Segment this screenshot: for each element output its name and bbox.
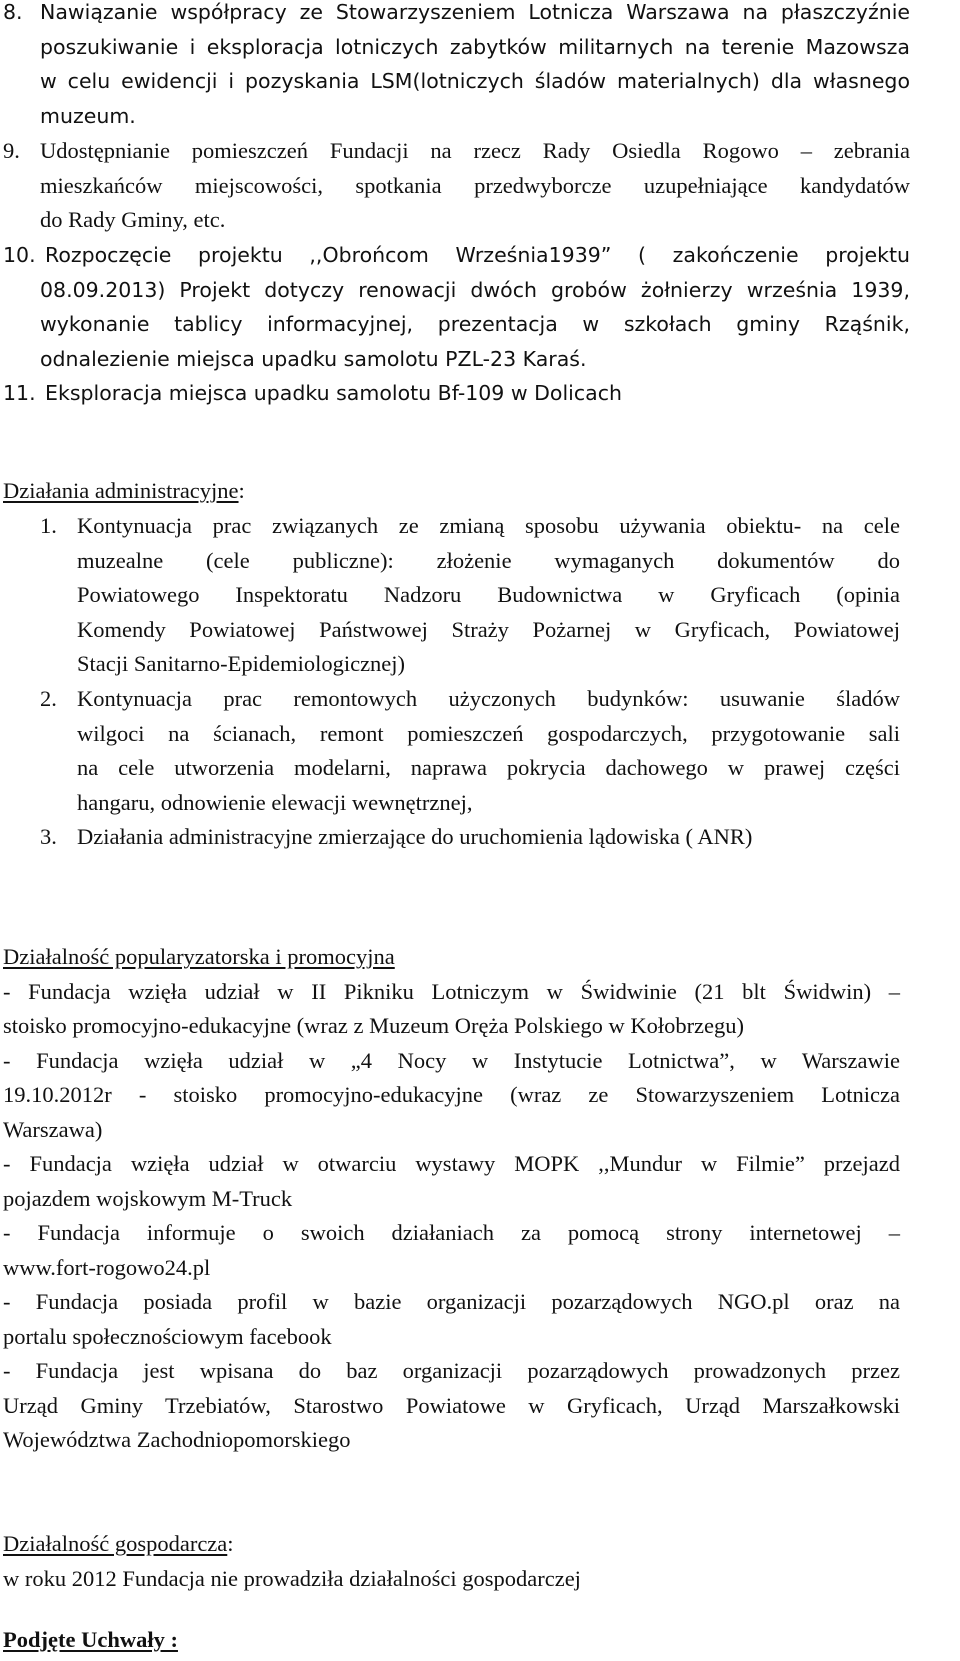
list-item-line: muzeum.	[40, 104, 136, 128]
paragraph-line: portalu społecznościowym facebook	[3, 1324, 332, 1349]
list-item-line: Komendy Powiatowej Państwowej Straży Pożarnej w Gryficach, Powiatowej	[77, 617, 900, 642]
paragraph-line: Urząd Gminy Trzebiatów, Starostwo Powiatowe w Gryficach, Urząd Marszałkowski	[3, 1393, 900, 1418]
list-number: 8.	[3, 0, 23, 24]
list-item-line: wykonanie tablicy informacyjnej, prezentacja w szkołach gminy Rząśnik,	[40, 312, 910, 336]
list-item-line: Rozpoczęcie projektu ,,Obrońcom Września1939” ( zakończenie projektu	[45, 243, 910, 267]
list-item-line: poszukiwanie i eksploracja lotniczych zabytków militarnych na terenie Mazowsza	[40, 35, 910, 59]
list-item-line: odnalezienie miejsca upadku samolotu PZL-23 Karaś.	[40, 347, 587, 371]
paragraph-line: Warszawa)	[3, 1117, 103, 1142]
paragraph-line: - Fundacja wzięła udział w „4 Nocy w Instytucie Lotnictwa”, w Warszawie	[3, 1048, 900, 1073]
list-item-line: Stacji Sanitarno-Epidemiologicznej)	[77, 651, 406, 676]
paragraph-line: Województwa Zachodniopomorskiego	[3, 1427, 351, 1452]
paragraph-line: stoisko promocyjno-edukacyjne (wraz z Muzeum Oręża Polskiego w Kołobrzegu)	[3, 1013, 745, 1038]
section-heading-text: Działalność gospodarcza	[3, 1531, 228, 1556]
list-item-line: Powiatowego Inspektoratu Nadzoru Budownictwa w Gryficach (opinia	[77, 582, 900, 607]
section-heading-suffix: :	[238, 478, 245, 503]
paragraph-line: - Fundacja wzięła udział w otwarciu wystawy MOPK ,,Mundur w Filmie” przejazd	[3, 1151, 900, 1176]
paragraph-line: w roku 2012 Fundacja nie prowadziła działalności gospodarczej	[3, 1566, 581, 1591]
list-number: 11.	[3, 381, 36, 405]
paragraph-line: - Fundacja jest wpisana do baz organizacji pozarządowych prowadzonych przez	[3, 1358, 900, 1383]
list-item-line: Udostępnianie pomieszczeń Fundacji na rzecz Rady Osiedla Rogowo – zebrania	[40, 138, 910, 163]
paragraph-line: pojazdem wojskowym M-Truck	[3, 1186, 293, 1211]
list-item-line: muzealne (cele publiczne): złożenie wymaganych dokumentów do	[77, 548, 900, 573]
section-heading-text: Działania administracyjne	[3, 478, 239, 503]
section-heading-text: Działalność popularyzatorska i promocyjna	[3, 944, 395, 969]
section-heading	[3, 942, 395, 972]
list-item-line: do Rady Gminy, etc.	[40, 207, 226, 232]
paragraph-line: - Fundacja informuje o swoich działaniach za pomocą strony internetowej –	[3, 1220, 900, 1245]
section-heading	[3, 1529, 234, 1559]
paragraph-line: www.fort-rogowo24.pl	[3, 1255, 211, 1280]
paragraph-line: - Fundacja posiada profil w bazie organizacji pozarządowych NGO.pl oraz na	[3, 1289, 900, 1314]
paragraph-line: - Fundacja wzięła udział w II Pikniku Lotniczym w Świdwinie (21 blt Świdwin) –	[3, 979, 900, 1004]
list-item-line: Eksploracja miejsca upadku samolotu Bf-109 w Dolicach	[45, 381, 622, 405]
list-item-line: wilgoci na ścianach, remont pomieszczeń gospodarczych, przygotowanie sali	[77, 721, 900, 746]
list-item-line: Kontynuacja prac remontowych użyczonych budynków: usuwanie śladów	[77, 686, 900, 711]
list-item-line: hangaru, odnowienie elewacji wewnętrznej,	[77, 790, 473, 815]
list-item-line: na cele utworzenia modelarni, naprawa pokrycia dachowego w prawej części	[77, 755, 900, 780]
section-heading-text: Podjęte Uchwały :	[3, 1627, 178, 1652]
list-item-line: mieszkańców miejscowości, spotkania przedwyborcze uzupełniające kandydatów	[40, 173, 910, 198]
list-number: 10.	[3, 243, 36, 267]
section-heading	[3, 476, 245, 506]
list-number: 9.	[3, 138, 20, 163]
list-item-line: Kontynuacja prac związanych ze zmianą sposobu używania obiektu- na cele	[77, 513, 900, 538]
list-item-line: Nawiązanie współpracy ze Stowarzyszeniem Lotnicza Warszawa na płaszczyźnie	[40, 0, 910, 24]
section-heading-suffix: :	[227, 1531, 234, 1556]
list-item-line: Działania administracyjne zmierzające do uruchomienia lądowiska ( ANR)	[77, 824, 753, 849]
paragraph-line: 19.10.2012r - stoisko promocyjno-edukacyjne (wraz ze Stowarzyszeniem Lotnicza	[3, 1082, 900, 1107]
list-item-line: 08.09.2013) Projekt dotyczy renowacji dwóch grobów żołnierzy września 1939,	[40, 278, 910, 302]
list-number: 3.	[40, 824, 57, 849]
list-item-line: w celu ewidencji i pozyskania LSM(lotniczych śladów materialnych) dla własnego	[40, 69, 910, 93]
list-number: 1.	[40, 513, 57, 538]
section-heading	[3, 1625, 178, 1655]
list-number: 2.	[40, 686, 57, 711]
